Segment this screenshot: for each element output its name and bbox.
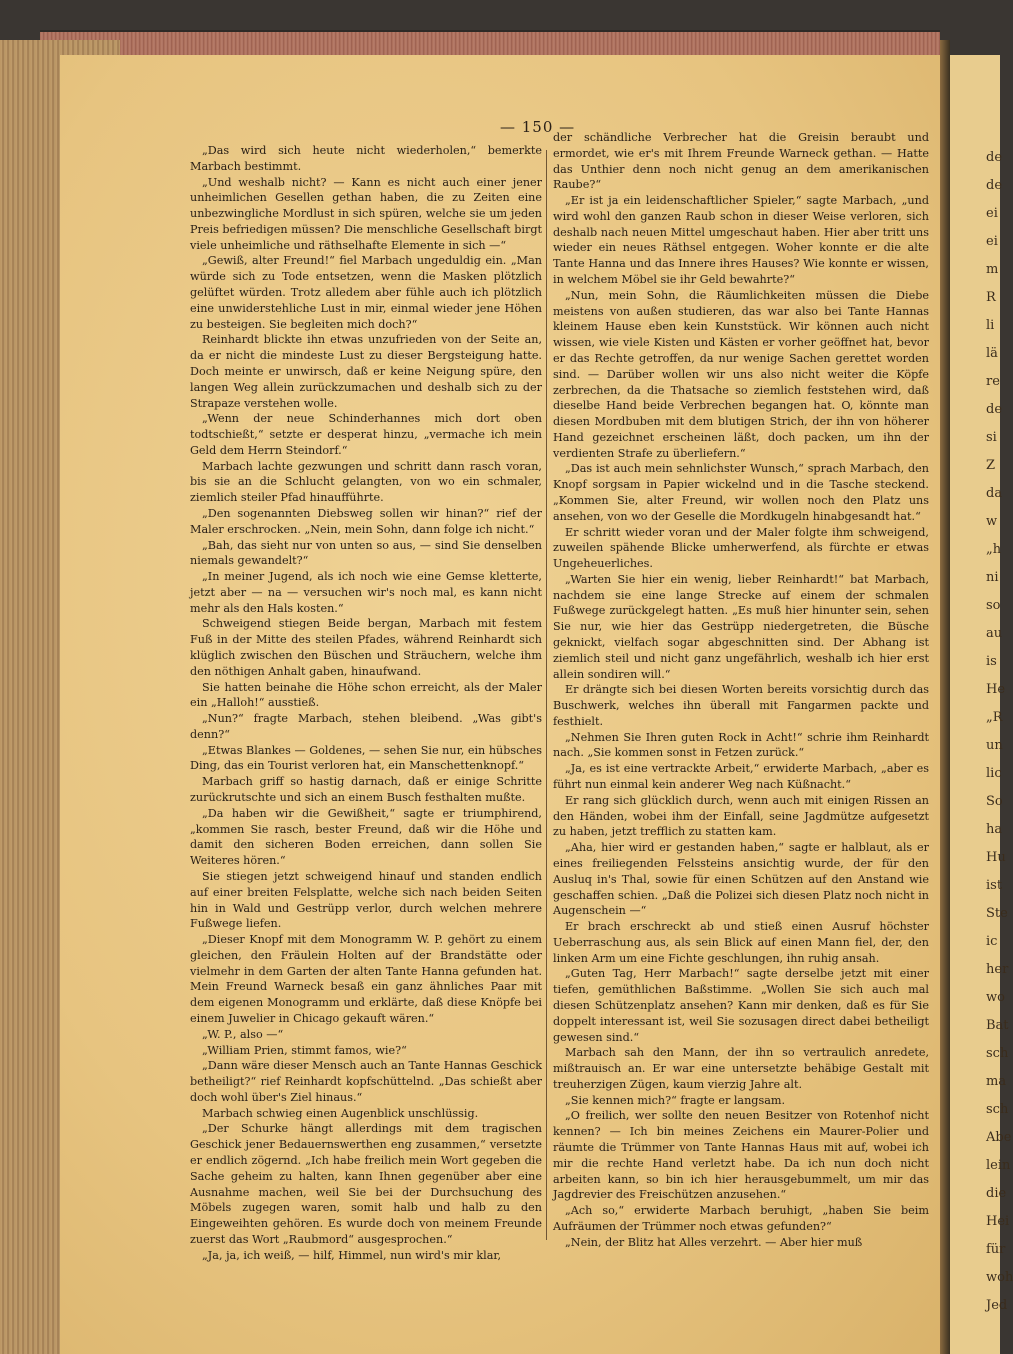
next-page-text-fragment: wo <box>986 990 1005 1005</box>
paragraph: „Er ist ja ein leidenschaftlicher Spieler,“ sagte Marbach, „und wird wohl den ganzen Raub schon in dieser Weise verloren, sich deshalb nach neuen Mittel umgeschaut haben. Hier aber tritt uns wieder ein neues Räthsel entgegen. Woher konnte er die alte Tante Hanna und das Innere ihres Hauses? Wie konnte er wissen, in welchem Möbel sie ihr Geld bewahrte?“ <box>553 194 929 287</box>
paragraph: „Dieser Knopf mit dem Monogramm W. P. gehört zu einem gleichen, den Fräulein Holten auf der Brandstätte oder vielmehr in dem Garten der alten Tante Hanna gefunden hat. Mein Freund Warneck besaß ein ganz ähnliches Paar mit dem eigenen Monogramm und erklärte, daß diese Knöpfe bei einem Juwelier in Chicago gekauft wären.“ <box>190 933 542 1025</box>
next-page-text-fragment: de <box>986 178 1003 193</box>
next-page-text-fragment: R <box>986 290 996 305</box>
paragraph: „Bah, das sieht nur von unten so aus, — sind Sie denselben niemals gewandelt?“ <box>190 538 542 568</box>
next-page-text-fragment: de <box>986 402 1003 417</box>
paragraph: „Das wird sich heute nicht wiederholen,“ bemerkte Marbach bestimmt. <box>190 144 542 173</box>
paragraph: Marbach lachte gezwungen und schritt dann rasch voran, bis sie an die Schlucht gelangten, von wo ein schmaler, ziemlich steiler Pfad hinaufführte. <box>190 459 542 505</box>
column-divider <box>546 150 547 1240</box>
next-page-text-fragment: si <box>986 430 997 445</box>
paragraph: „William Prien, stimmt famos, wie?“ <box>202 1043 407 1057</box>
paragraph: „Dann wäre dieser Mensch auch an Tante Hannas Geschick betheiligt?“ rief Reinhardt kopfschüttelnd. „Das schießt aber doch wohl über's Ziel hinaus.“ <box>190 1059 542 1104</box>
paragraph: „Etwas Blankes — Goldenes, — sehen Sie nur, ein hübsches Ding, das ein Tourist verloren hat, ein Manschettenknopf.“ <box>190 743 542 773</box>
next-page-text-fragment: Hei <box>986 1214 1010 1229</box>
next-page-text-fragment: au <box>986 626 1003 641</box>
paragraph: Reinhardt blickte ihn etwas unzufrieden von der Seite an, da er nicht die mindeste Lust zu dieser Bergsteigung hatte. Doch meinte er unwirsch, daß er keine Neigung spüre, den langen Weg allein zurückzumachen und deshalb sich zu der Strapaze verstehen wolle. <box>190 333 542 410</box>
next-page-text-fragment: woh <box>986 1270 1013 1285</box>
next-page-text-fragment: He <box>986 682 1006 697</box>
paragraph: Er drängte sich bei diesen Worten bereits vorsichtig durch das Buschwerk, welches ihn überall mit Fangarmen packte und festhielt. <box>553 683 929 728</box>
next-page-text-fragment: so <box>986 598 1001 613</box>
next-page-text-fragment: w <box>986 514 998 529</box>
next-page-text-fragment: lic <box>986 766 1002 781</box>
paragraph: „Nein, der Blitz hat Alles verzehrt. — Aber hier muß <box>565 1235 863 1249</box>
paragraph: „Das ist auch mein sehnlichster Wunsch,“ sprach Marbach, den Knopf sorgsam in Papier wickelnd und in die Tasche steckend. „Kommen Sie, alter Freund, wir wollen noch den Platz uns ansehen, von wo der Geselle die Mordkugeln hinabgesandt hat.“ <box>553 462 929 523</box>
next-page-text-fragment: Jed <box>986 1298 1008 1313</box>
paragraph: Schweigend stiegen Beide bergan, Marbach mit festem Fuß in der Mitte des steilen Pfades, während Reinhardt sich klüglich zwischen den Büschen und Sträuchern, welche ihm den nöthigen Anhalt gaben, hinaufwand. <box>190 617 542 678</box>
page-number: — 150 — <box>500 118 576 136</box>
next-page-text-fragment: So <box>986 794 1003 809</box>
next-page-text-fragment: Z <box>986 458 996 473</box>
paragraph: „Aha, hier wird er gestanden haben,“ sagte er halblaut, als er eines freiliegenden Felssteins ansichtig wurde, der für den Ausluq in's Thal, sowie für einen Schützen auf den Anstand wie geschaffen schien. „Daß die Polizei sich diesen Platz noch nicht in Augenschein —“ <box>553 841 929 918</box>
next-page-text-fragment: Ste <box>986 906 1008 921</box>
paragraph: Er schritt wieder voran und der Maler folgte ihm schweigend, zuweilen spähende Blicke umherwerfend, als fürchte er etwas Ungeheuerliches. <box>553 525 929 571</box>
paragraph: „Sie kennen mich?“ fragte er langsam. <box>565 1093 786 1107</box>
next-page-text-fragment: die <box>986 1186 1007 1201</box>
next-page-text-fragment: li <box>986 318 995 333</box>
text-column-right <box>553 130 929 1250</box>
paragraph: „Ja, ja, ich weiß, — hilf, Himmel, nun wird's mir klar, <box>202 1248 502 1262</box>
paragraph: Er rang sich glücklich durch, wenn auch mit einigen Rissen an den Händen, wobei ihm der Einfall, seine Jagdmütze aufgesetzt zu haben, jetzt trefflich zu statten kam. <box>553 793 929 839</box>
paragraph: „In meiner Jugend, als ich noch wie eine Gemse kletterte, jetzt aber — na — versuchen wir's noch mal, es kann nicht mehr als den Hals kosten.“ <box>190 570 542 615</box>
paragraph: „W. P., also —“ <box>202 1027 284 1041</box>
paragraph: „Wenn der neue Schinderhannes mich dort oben todtschießt,“ setzte er desperat hinzu, „vermache ich mein Geld dem Herrn Steindorf.“ <box>190 412 542 457</box>
next-page-text-fragment: für <box>986 1242 1006 1257</box>
paragraph: „Nun?“ fragte Marbach, stehen bleibend. „Was gibt's denn?“ <box>190 712 542 741</box>
next-page-text-fragment: lein <box>986 1158 1011 1173</box>
next-page-text-fragment: m <box>986 262 999 277</box>
next-page-text-fragment: re <box>986 374 1000 389</box>
paragraph: „Und weshalb nicht? — Kann es nicht auch einer jener unheimlichen Gesellen gethan haben, die zu Zeiten eine unbezwingliche Mordlust in sich spüren, welche sie um jeden Preis befriedigen müssen? Die menschliche Gesellschaft birgt viele unheimliche und räthselhafte Elemente in sich —“ <box>190 175 542 252</box>
next-page-text-fragment: sch <box>986 1102 1009 1117</box>
paragraph: „Der Schurke hängt allerdings mit dem tragischen Geschick jener Bedauernswerthen eng zusammen,“ versetzte er endlich zögernd. „Ich habe freilich mein Wort gegeben die Sache geheim zu halten, kann Ihnen gegenüber aber eine Ausnahme machen, weil Sie bei der Durchsuchung des Möbels zugegen waren, somit halb und halb zu den Eingeweihten gehören. Es wurde doch von meinem Freunde zuerst das Wort „Raubmord“ ausgesprochen.“ <box>190 1122 542 1246</box>
paragraph: „Warten Sie hier ein wenig, lieber Reinhardt!“ bat Marbach, nachdem sie eine lange Strecke auf einem der schmalen Fußwege zurückgelegt hatten. „Es muß hier hinunter sein, sehen Sie nur, wie hier das Gestrüpp niedergetreten, die Büsche geknickt, vielfach sogar abgeschnitten sind. Der Abhang ist ziemlich steil und nicht ganz ungefährlich, weshalb ich hier erst allein sondiren will.“ <box>553 572 929 681</box>
next-page-text-fragment: „R <box>986 710 1003 725</box>
paragraph: Sie hatten beinahe die Höhe schon erreicht, als der Maler ein „Halloh!“ ausstieß. <box>190 680 542 710</box>
paragraph: „Den sogenannten Diebsweg sollen wir hinan?“ rief der Maler erschrocken. „Nein, mein Sohn, dann folge ich nicht.“ <box>190 506 542 536</box>
paragraph: Marbach sah den Mann, der ihn so vertraulich anredete, mißtrauisch an. Er war eine untersetzte behäbige Gestalt mit treuherzigen Zügen, kaum vierzig Jahre alt. <box>553 1046 929 1091</box>
next-page-fragment <box>950 55 1013 1354</box>
next-page-text-fragment: ma <box>986 1074 1007 1089</box>
paragraph: Sie stiegen jetzt schweigend hinauf und standen endlich auf einer breiten Felsplatte, welche sich nach beiden Seiten hin in Wald und Gestrüpp verlor, durch welchen mehrere Fußwege liefen. <box>190 869 542 931</box>
next-page-text-fragment: Abe <box>986 1130 1012 1145</box>
paragraph: Marbach schwieg einen Augenblick unschlüssig. <box>202 1106 479 1120</box>
page-gutter-shadow <box>940 40 950 1354</box>
next-page-text-fragment: ei <box>986 234 998 249</box>
paragraph: „Guten Tag, Herr Marbach!“ sagte derselbe jetzt mit einer tiefen, gemüthlichen Baßstimme. „Wollen Sie sich auch mal diesen Schützenplatz ansehen? Kann mir denken, daß es für Sie doppelt interessant ist, weil Sie sozusagen direct dabei betheiligt gewesen sind.“ <box>553 967 929 1044</box>
paragraph: „O freilich, wer sollte den neuen Besitzer von Rotenhof nicht kennen? — Ich bin meines Zeichens ein Maurer-Polier und räumte die Trümmer von Tante Hannas Haus mit auf, wobei ich mir die rechte Hand verletzt habe. Da ich nun doch nicht arbeiten kann, so bin ich hier herausgebummelt, um mir das Jagdrevier des Freischützen anzusehen.“ <box>553 1109 929 1202</box>
next-page-text-fragment: ist <box>986 878 1003 893</box>
next-page-text-fragment: her <box>986 962 1009 977</box>
paragraph: der schändliche Verbrecher hat die Greisin beraubt und ermordet, wie er's mit Ihrem Freunde Warneck gethan. — Hatte das Unthier denn noch nicht genug an dem amerikanischen Raube?“ <box>553 131 929 192</box>
paragraph: „Gewiß, alter Freund!“ fiel Marbach ungeduldig ein. „Man würde sich zu Tode entsetzen, wenn die Masken plötzlich gelüftet würden. Trotz alledem aber fühle auch ich plötzlich eine unwiderstehliche Lust in mir, einmal wieder jene Höhen zu besteigen. Sie begleiten mich doch?“ <box>190 254 542 331</box>
next-page-text-fragment: sch <box>986 1046 1009 1061</box>
next-page-text-fragment: ei <box>986 206 998 221</box>
paragraph: „Nun, mein Sohn, die Räumlichkeiten müssen die Diebe meistens von außen studieren, das war also bei Tante Hannas kleinem Hause eben kein Kunststück. Wir können auch nicht wissen, wie viele Kisten und Kästen er vorher geöffnet hat, bevor er das Rechte getroffen, da nur wenige Sachen gerettet worden sind. — Darüber wollen wir uns also nicht weiter die Köpfe zerbrechen, da die Thatsache so ziemlich feststehen wird, daß dieselbe Hand beide Verbrechen begangen hat. O, könnte man diesen Mordbuben mit dem blutigen Strich, der ihn von höherer Hand gezeichnet erscheinen läßt, doch packen, um ihn der verdienten Strafe zu überliefern.“ <box>553 288 929 460</box>
next-page-text-fragment: Bat <box>986 1018 1009 1033</box>
paragraph: „Ach so,“ erwiderte Marbach beruhigt, „haben Sie beim Aufräumen der Trümmer noch etwas gefunden?“ <box>553 1204 929 1233</box>
next-page-text-fragment: Hu <box>986 850 1006 865</box>
paragraph: Er brach erschreckt ab und stieß einen Ausruf höchster Ueberraschung aus, als sein Blick auf einen Mann fiel, der, den linken Arm um eine Fichte geschlungen, ihn ruhig ansah. <box>553 920 929 965</box>
next-page-text-fragment: is <box>986 654 997 669</box>
next-page-text-fragment: un <box>986 738 1003 753</box>
next-page-text-fragment: lä <box>986 346 998 361</box>
next-page-text-fragment: „h <box>986 542 1002 557</box>
next-page-text-fragment: de <box>986 150 1003 165</box>
next-page-text-fragment: ic <box>986 934 998 949</box>
paragraph: Marbach griff so hastig darnach, daß er einige Schritte zurückrutschte und sich an einem Busch festhalten mußte. <box>190 775 542 805</box>
next-page-text-fragment: da <box>986 486 1003 501</box>
paragraph: „Da haben wir die Gewißheit,“ sagte er triumphirend, „kommen Sie rasch, bester Freund, daß wir die Höhe und damit den sicheren Boden erreichen, dann sollen Sie Weiteres hören.“ <box>190 806 542 868</box>
paragraph: „Nehmen Sie Ihren guten Rock in Acht!“ schrie ihm Reinhardt nach. „Sie kommen sonst in Fetzen zurück.“ <box>553 730 929 760</box>
paragraph: „Ja, es ist eine vertrackte Arbeit,“ erwiderte Marbach, „aber es führt nun einmal kein anderer Weg nach Küßnacht.“ <box>553 762 929 792</box>
next-page-text-fragment: ha <box>986 822 1003 837</box>
text-column-left <box>190 143 542 1263</box>
next-page-text-fragment: ni <box>986 570 999 585</box>
